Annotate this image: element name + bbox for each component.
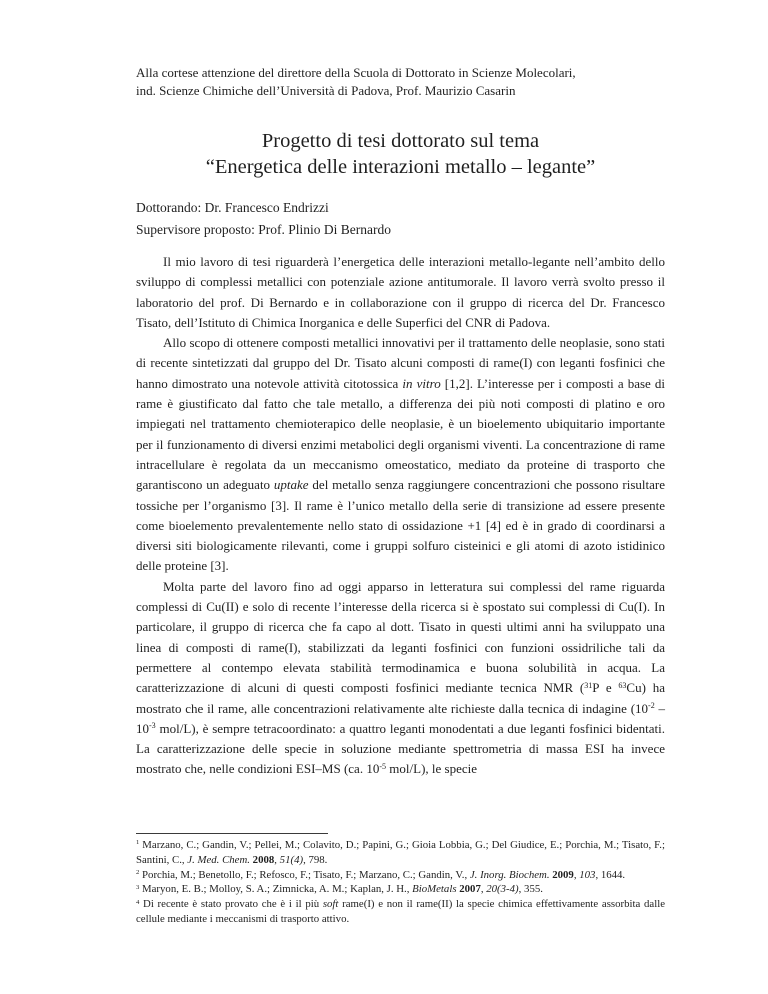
authors-block xyxy=(136,197,665,240)
supervisor-line: Supervisore proposto: Prof. Plinio Di Bernardo xyxy=(136,221,391,237)
recipient-line-1: Alla cortese attenzione del direttore della Scuola di Dottorato in Scienze Molecolari, xyxy=(136,65,576,80)
body-paragraph-1: Il mio lavoro di tesi riguarderà l’energetica delle interazioni metallo-legante nell’ambito dello sviluppo di complessi metallici con potenziale azione antitumorale. Il lavoro verrà svolto presso il laboratorio del prof. Di Bernardo e in collaborazione con il gruppo di ricerca del Dr. Francesco Tisato, dell’Istituto di Chimica Inorganica e delle Superfici del CNR di Padova. xyxy=(136,254,665,330)
recipient-address xyxy=(136,64,665,99)
footnote-1: $^1$ Marzano, C.; Gandin, V.; Pellei, M.; Colavito, D.; Papini, G.; Gioia Lobbia, G.; Del Giudice, E.; Porchia, M.; Tisato, F.; Santini, C., J. Med. Chem. 2008, 51(4), 798. xyxy=(136,839,665,866)
recipient-line-2: ind. Scienze Chimiche dell’Università di Padova, Prof. Maurizio Casarin xyxy=(136,82,516,98)
footnote-separator xyxy=(136,833,328,834)
title-line-1: Progetto di tesi dottorato sul tema xyxy=(261,130,540,152)
footnote-4: $^4$ Di recente è stato provato che è i il più soft rame(I) e non il rame(II) la specie chimica effettivamente assorbita dalle cellule mediante i meccanismi di trasporto attivo. xyxy=(136,898,665,925)
page-title xyxy=(136,129,665,180)
body-paragraph-3: Molta parte del lavoro fino ad oggi apparso in letteratura sui complessi del rame riguarda complessi di Cu(II) e solo di recente l’interesse della ricerca si è spostato sui complessi di Cu(I). In particolare, il gruppo di ricerca che fa capo al dott. Tisato in questi ultimi anni ha sviluppato una linea di composti di rame(I), stabilizzati da leganti fosfinici con funzioni ossidriliche tali da permettere al contempo elevata stabilità termodinamica e buona solubilità in acqua. La caratterizzazione di alcuni di questi composti fosfinici mediante tecnica NMR ($^{31}$P e $^{63}$Cu) ha mostrato che il rame, alle concentrazioni relativamente alte richieste dalla tecnica di indagine ($10^{-2} - 10^{-3}$ mol/L), è sempre tetracoordinato: a quattro leganti monodentati a due leganti fosfinici bidentati. La caratterizzazione delle specie in soluzione mediante spettrometria di massa ESI ha invece mostrato che, nelle condizioni ESI–MS (ca. $10^{-5}$ mol/L), le specie xyxy=(136,578,665,777)
footnote-3: $^3$ Maryon, E. B.; Molloy, S. A.; Zimnicka, A. M.; Kaplan, J. H., BioMetals 2007, 20(3-4), 355. xyxy=(136,883,543,896)
phd-candidate-line: Dottorando: Dr. Francesco Endrizzi xyxy=(136,200,329,215)
footnote-2: $^2$ Porchia, M.; Benetollo, F.; Refosco, F.; Tisato, F.; Marzano, C.; Gandin, V., J. Inorg. Biochem. 2009, 103, 1644. xyxy=(136,868,626,881)
title-line-2: “Energetica delle interazioni metallo – legante” xyxy=(205,155,596,178)
footnotes-section xyxy=(136,833,665,927)
document-body xyxy=(136,252,665,780)
body-paragraph-2: Allo scopo di ottenere composti metallici innovativi per il trattamento delle neoplasie, sono stati di recente sintetizzati dal gruppo del Dr. Tisato alcuni composti di rame(I) con leganti fosfinici che hanno dimostrato una notevole attività citotossica in vitro [1,2]. L’interesse per i composti a base di rame è giustificato dal fatto che tale metallo, a differenza dei più noti composti di platino e oro impiegati nel trattamento chemioterapico delle neoplasie, è un bioelemento ubiquitario importante per il funzionamento di diversi enzimi metabolici degli organismi viventi. La concentrazione di rame intracellulare è regolata da un meccanismo omeostatico, mediato da proteine di trasporto che garantiscono un adeguato uptake del metallo senza raggiungere concentrazioni che possono risultare tossiche per l’organismo [3]. Il rame è l’unico metallo della serie di transizione ad essere presente come bioelemento prevalentemente nello stato di ossidazione +1 [4] ed è in grado di coordinarsi a diversi siti biologicamente rilevanti, come i gruppi solfuro cisteinici e gli atomi di azoto istidinico delle proteine [3]. xyxy=(136,335,666,574)
